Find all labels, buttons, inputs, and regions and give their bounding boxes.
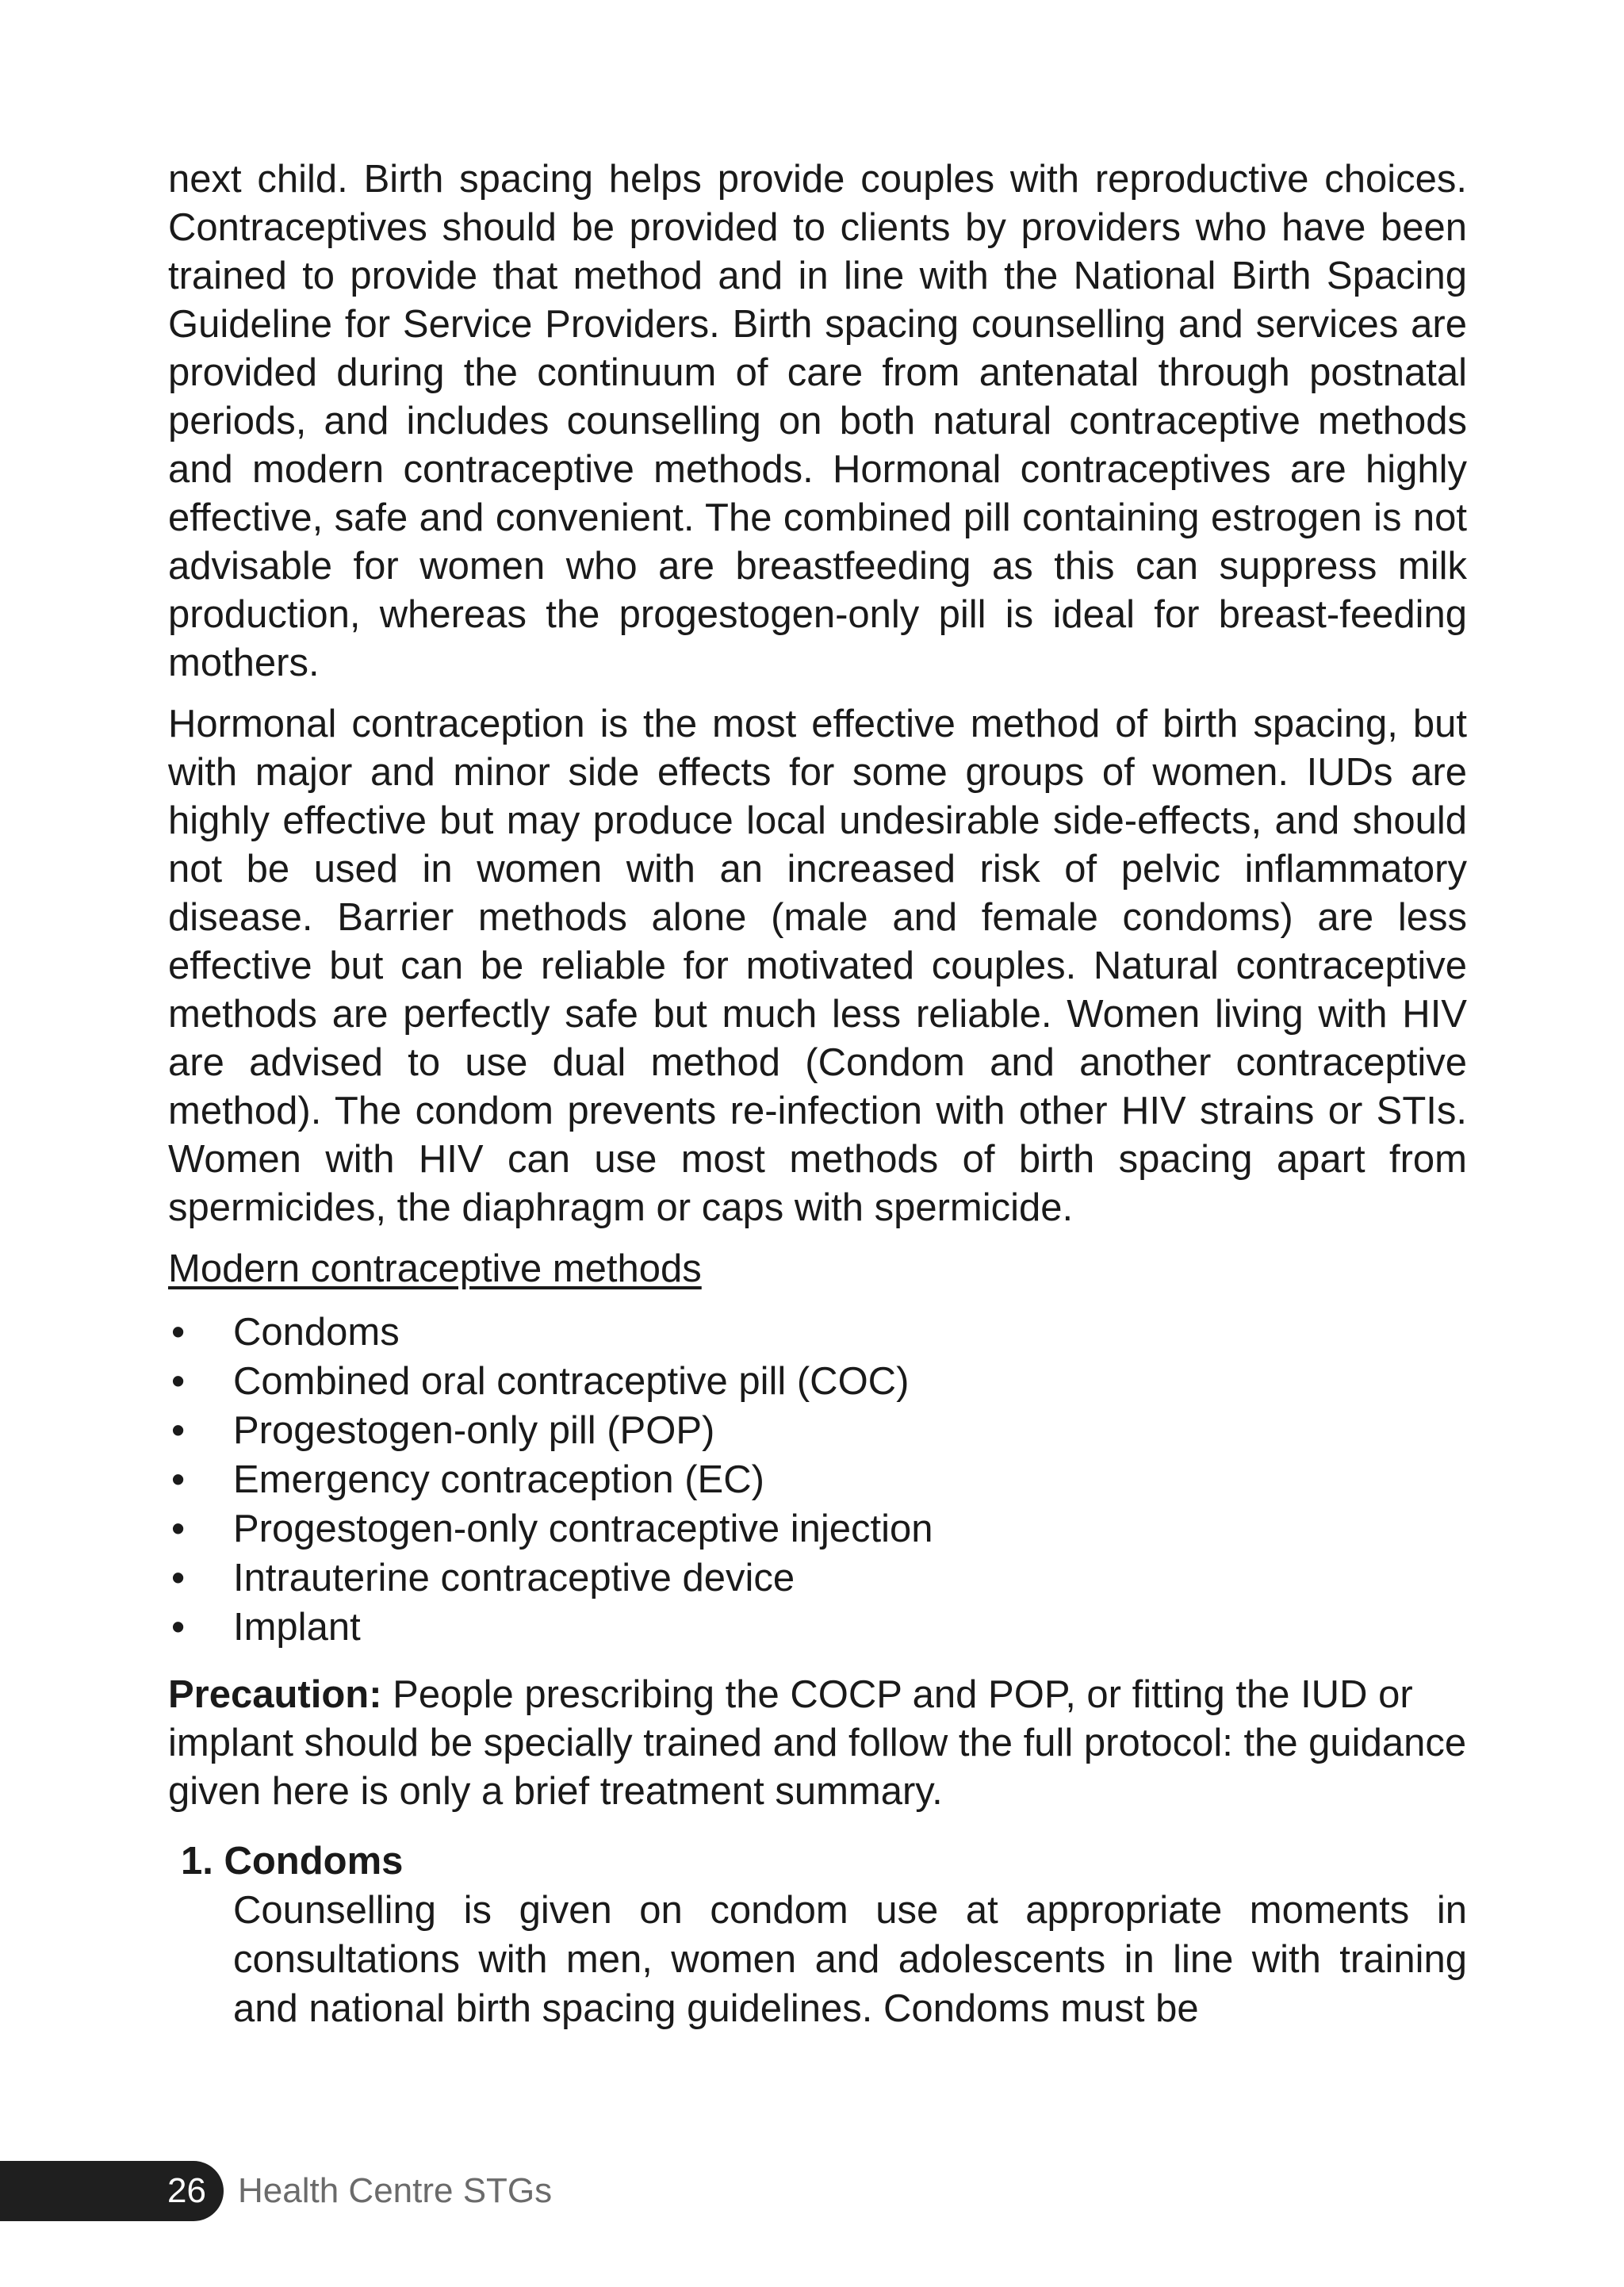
section-body-condoms: Counselling is given on condom use at appropriate moments in consultations with men, women and adolescents in line with training and national birth spacing guidelines. Condoms must be: [233, 1889, 1467, 2030]
list-item: • Combined oral contraceptive pill (COC): [168, 1357, 1467, 1406]
book-title: Health Centre STGs: [238, 2171, 553, 2210]
bullet-icon: •: [171, 1311, 186, 1354]
modern-methods-heading: Modern contraceptive methods: [168, 1247, 702, 1290]
precaution-text: People prescribing the COCP and POP, or fitting the IUD or implant should be specially trained and follow the full protocol: the guidance given here is only a brief treatment summary.: [168, 1673, 1467, 1813]
list-item: • Progestogen-only contraceptive injection: [168, 1504, 1467, 1553]
precaution-label: Precaution:: [168, 1673, 382, 1716]
bullet-icon: •: [171, 1557, 186, 1599]
bullet-icon: •: [171, 1458, 186, 1501]
list-item: • Implant: [168, 1603, 1467, 1652]
list-item: • Condoms: [168, 1308, 1467, 1357]
bullet-icon: •: [171, 1507, 186, 1550]
page-footer: [0, 2161, 552, 2221]
modern-methods-list: [168, 1308, 1467, 1652]
list-item: • Progestogen-only pill (POP): [168, 1406, 1467, 1455]
paragraph-birth-spacing: next child. Birth spacing helps provide couples with reproductive choices. Contraceptives should be provided to clients by providers who have been trained to provide that method and in line with the National Birth Spacing Guideline for Service Providers. Birth spacing counselling and services are provided during the continuum of care from antenatal through postnatal periods, and includes counselling on both natural contraceptive methods and modern contraceptive methods. Hormonal contraceptives are highly effective, safe and convenient. The combined pill containing estrogen is not advisable for women who are breastfeeding as this can suppress milk production, whereas the progestogen-only pill is ideal for breast-feeding mothers.: [168, 158, 1467, 684]
list-item: • Emergency contraception (EC): [168, 1455, 1467, 1504]
page-number-tab: [0, 2161, 224, 2221]
bullet-icon: •: [171, 1360, 186, 1403]
bullet-icon: •: [171, 1409, 186, 1452]
page-content: [168, 155, 1467, 2033]
bullet-icon: •: [171, 1606, 186, 1649]
list-item: • Intrauterine contraceptive device: [168, 1553, 1467, 1603]
precaution-note: [168, 1671, 1467, 1816]
paragraph-hormonal-contraception: Hormonal contraception is the most effective method of birth spacing, but with major and minor side effects for some groups of women. IUDs are highly effective but may produce local undesirable side-effects, and should not be used in women with an increased risk of pelvic inflammatory disease. Barrier methods alone (male and female condoms) are less effective but can be reliable for motivated couples. Natural contraceptive methods are perfectly safe but much less reliable. Women living with HIV are advised to use dual method (Condom and another contraceptive method). The condom prevents re-infection with other HIV strains or STIs. Women with HIV can use most methods of birth spacing apart from spermicides, the diaphragm or caps with spermicide.: [168, 703, 1467, 1229]
section-title-condoms: 1. Condoms: [181, 1840, 404, 1883]
page-number: 26: [167, 2171, 206, 2210]
